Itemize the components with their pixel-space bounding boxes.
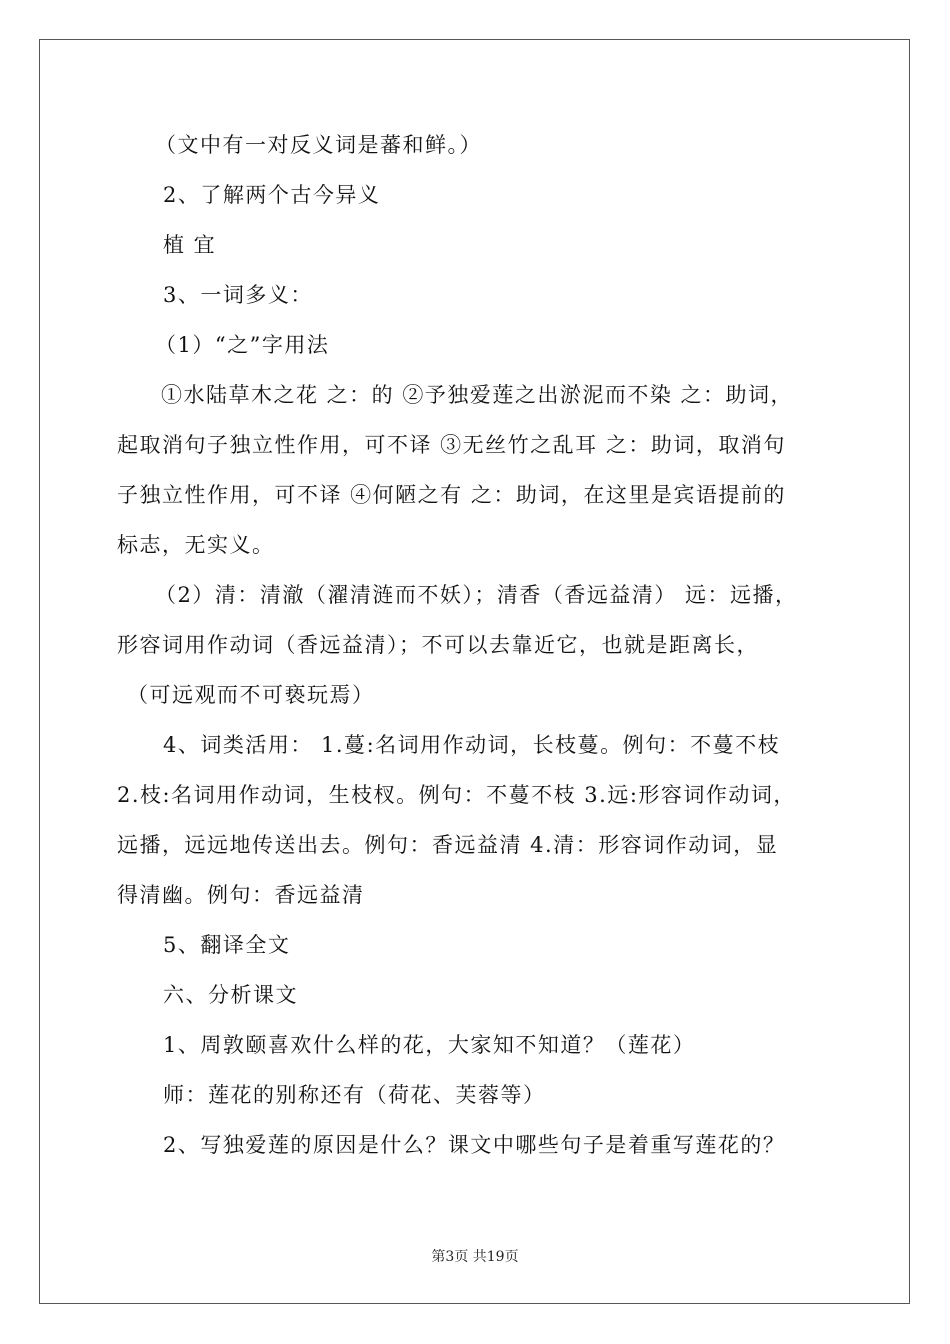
- paragraph-antonym-note: （文中有一对反义词是蕃和鲜。）: [155, 133, 482, 157]
- paragraph-analysis-heading: 六、分析课文: [163, 983, 298, 1007]
- paragraph-zhi-usage-line-3: 子独立性作用，可不译 ④何陋之有 之：助词，在这里是宾语提前的: [117, 483, 786, 507]
- paragraph-polysemy-heading: 3、一词多义：: [163, 283, 313, 307]
- paragraph-word-class-line-1: 4、词类活用： 1.蔓:名词用作动词，长枝蔓。例句：不蔓不枝: [163, 733, 781, 757]
- paragraph-translate-heading: 5、翻译全文: [163, 933, 291, 957]
- paragraph-zhi-usage-line-1: ①水陆草木之花 之：的 ②予独爱莲之出淤泥而不染 之：助词，: [161, 383, 794, 407]
- paragraph-word-class-line-3: 远播，远远地传送出去。例句：香远益清 4.清：形容词作动词，显: [117, 833, 779, 857]
- paragraph-question-2: 2、写独爱莲的原因是什么？课文中哪些句子是着重写莲花的？: [163, 1133, 786, 1157]
- paragraph-zhi-usage-line-2: 起取消句子独立性作用，可不译 ③无丝竹之乱耳 之：助词，取消句: [117, 433, 786, 457]
- page-footer: 第3页 共19页: [431, 1249, 519, 1265]
- paragraph-qing-line-2: 形容词用作动词（香远益清）；不可以去靠近它，也就是距离长，: [117, 633, 759, 657]
- paragraph-word-class-line-2: 2.枝:名词用作动词，生枝杈。例句：不蔓不枝 3.远:形容词作动词，: [117, 783, 796, 807]
- paragraph-teacher-note: 师：莲花的别称还有（荷花、芙蓉等）: [163, 1083, 546, 1107]
- paragraph-zhi-usage-heading: （1）“之”字用法: [155, 333, 330, 357]
- paragraph-word-class-line-4: 得清幽。例句：香远益清: [117, 883, 365, 907]
- paragraph-ancient-modern-heading: 2、了解两个古今异义: [163, 183, 381, 207]
- paragraph-ancient-modern-words: 植 宜: [163, 233, 217, 257]
- paragraph-zhi-usage-line-4: 标志，无实义。: [117, 533, 275, 557]
- document-body: [117, 120, 837, 1170]
- paragraph-qing-line-1: （2）清：清澈（濯清涟而不妖）；清香（香远益清） 远：远播，: [155, 583, 798, 607]
- paragraph-qing-line-3: （可远观而不可亵玩焉）: [127, 683, 375, 707]
- paragraph-question-1: 1、周敦颐喜欢什么样的花，大家知不知道？（莲花）: [163, 1033, 696, 1057]
